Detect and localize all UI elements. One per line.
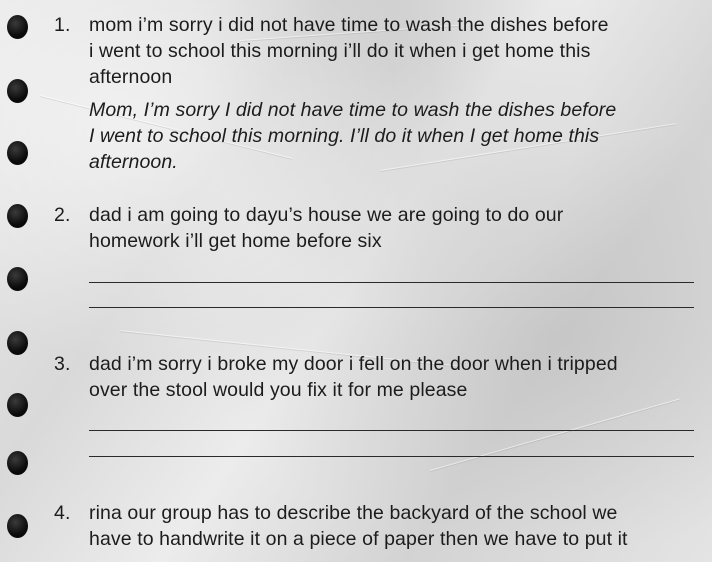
example-answer	[89, 97, 689, 175]
prompt-line: homework i’ll get home before six	[89, 230, 382, 252]
answer-line-blank[interactable]	[89, 430, 694, 431]
item-prompt	[89, 202, 689, 254]
binder-hole	[7, 79, 28, 103]
binder-hole	[7, 15, 28, 39]
answer-line: afternoon.	[89, 151, 178, 173]
prompt-line: dad i am going to dayu’s house we are going to do our	[89, 204, 564, 226]
answer-line-blank[interactable]	[89, 307, 694, 308]
item-number: 2.	[54, 204, 71, 226]
prompt-line: i went to school this morning i’ll do it when i get home this	[89, 40, 591, 62]
item-number: 1.	[54, 14, 71, 36]
binder-hole	[7, 204, 28, 228]
prompt-line: afternoon	[89, 66, 173, 88]
exercise-item-3	[54, 351, 704, 403]
item-number: 4.	[54, 502, 71, 524]
prompt-line: over the stool would you fix it for me please	[89, 379, 468, 401]
prompt-line: mom i’m sorry i did not have time to wash the dishes before	[89, 14, 609, 36]
binder-hole	[7, 141, 28, 165]
prompt-line: dad i’m sorry i broke my door i fell on the door when i tripped	[89, 353, 618, 375]
paper-crease	[430, 398, 680, 471]
item-prompt	[89, 351, 689, 403]
answer-line-blank[interactable]	[89, 282, 694, 283]
exercise-item-4	[54, 500, 704, 552]
prompt-line: rina our group has to describe the backyard of the school we	[89, 502, 618, 524]
answer-line: I went to school this morning. I’ll do it when I get home this	[89, 125, 600, 147]
prompt-line: have to handwrite it on a piece of paper then we have to put it	[89, 528, 628, 550]
binder-hole	[7, 451, 28, 475]
binder-hole	[7, 331, 28, 355]
answer-line-blank[interactable]	[89, 456, 694, 457]
item-prompt	[89, 12, 689, 90]
binder-hole	[7, 267, 28, 291]
answer-line: Mom, I’m sorry I did not have time to wash the dishes before	[89, 99, 617, 121]
exercise-item-1	[54, 12, 704, 175]
item-prompt	[89, 500, 689, 552]
item-number: 3.	[54, 353, 71, 375]
exercise-item-2	[54, 202, 704, 254]
binder-hole	[7, 393, 28, 417]
binder-hole	[7, 514, 28, 538]
